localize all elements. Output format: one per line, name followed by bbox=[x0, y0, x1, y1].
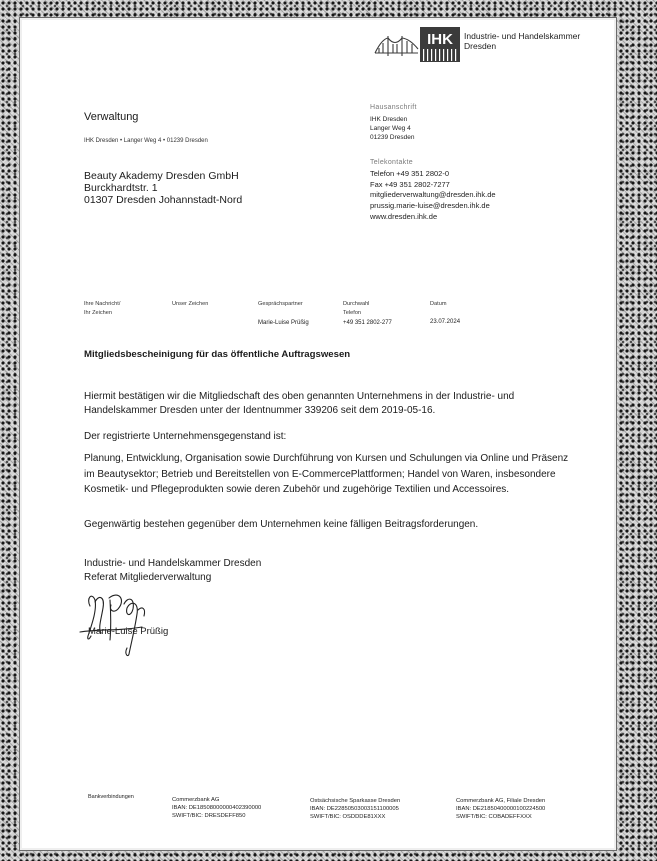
contact-details bbox=[370, 169, 496, 223]
body-line: Gegenwärtig bestehen gegenüber dem Unternehmen keine fälligen Beitragsforderungen. bbox=[84, 519, 479, 530]
department-label: Verwaltung bbox=[84, 111, 139, 123]
email-general: mitgliederverwaltung@dresden.ihk.de bbox=[370, 190, 496, 200]
body-paragraph bbox=[84, 430, 286, 444]
sender-address-line: Langer Weg 4 bbox=[370, 125, 411, 132]
sender-address bbox=[370, 115, 414, 142]
body-paragraph bbox=[84, 390, 514, 418]
bank-account bbox=[172, 796, 261, 820]
bank-bic: SWIFT/BIC: COBADEFFXXX bbox=[456, 814, 532, 820]
bank-name: Commerzbank AG, Filiale Dresden bbox=[456, 798, 546, 804]
extension-number: +49 351 2802-277 bbox=[343, 320, 392, 326]
recipient-street: Burckhardtstr. 1 bbox=[84, 182, 158, 194]
body-line: im Beautysektor; Betrieb und Bereitstellen von E-CommercePlattformen; Handel von Waren, insbesondere bbox=[84, 468, 556, 480]
recipient-city: 01307 Dresden Johannstadt-Nord bbox=[84, 194, 243, 206]
ihk-logo bbox=[373, 25, 463, 65]
letter-date: 23.07.2024 bbox=[430, 319, 461, 325]
email-personal: prussig.marie-luise@dresden.ihk.de bbox=[370, 201, 490, 211]
address-heading: Hausanschrift bbox=[370, 104, 417, 111]
logo-stripes bbox=[423, 49, 456, 61]
closing-block bbox=[84, 557, 261, 585]
contact-person-label: Gesprächspartner bbox=[258, 301, 303, 307]
contact-person: Marie-Luise Prüßig bbox=[258, 320, 309, 326]
body-line: Planung, Entwicklung, Organisation sowie Durchführung von Kursen und Schulungen via Online und Präsenz bbox=[84, 453, 569, 464]
extension-label: Telefon bbox=[343, 310, 362, 316]
sender-address-line: 01239 Dresden bbox=[370, 134, 415, 141]
logo-mark-text: IHK bbox=[427, 31, 453, 48]
phone-number: Telefon +49 351 2802-0 bbox=[370, 169, 450, 178]
bank-iban: IBAN: DE18508000000402390000 bbox=[172, 805, 262, 811]
body-line: Hiermit bestätigen wir die Mitgliedschaft des oben genannten Unternehmens in der Industrie- und bbox=[84, 391, 515, 402]
bank-account bbox=[456, 797, 545, 821]
your-ref-label: Ihre Nachricht/ bbox=[84, 301, 121, 307]
closing-line: Industrie- und Handelskammer Dresden bbox=[84, 558, 262, 569]
closing-line: Referat Mitgliederverwaltung bbox=[84, 572, 212, 583]
business-purpose-paragraph bbox=[84, 451, 568, 498]
ihk-logo-mark bbox=[373, 25, 463, 65]
website: www.dresden.ihk.de bbox=[370, 211, 438, 221]
recipient-name: Beauty Akademy Dresden GmbH bbox=[84, 170, 239, 182]
body-line: Kosmetik- und Pflegeprodukten sowie deren Zubehör und zugehörige Textilien und Accessoires. bbox=[84, 484, 510, 495]
bank-name: Ostsächsische Sparkasse Dresden bbox=[310, 798, 401, 804]
bank-iban: IBAN: DE22850503003151100005 bbox=[310, 806, 399, 812]
bank-name: Commerzbank AG bbox=[172, 797, 220, 803]
organization-name bbox=[464, 31, 580, 51]
extension-label: Durchwahl bbox=[343, 301, 370, 307]
organization-name-line2: Dresden bbox=[464, 41, 497, 51]
signatory-name: Marie-Luise Prüßig bbox=[88, 626, 169, 637]
fax-number: Fax +49 351 2802-7277 bbox=[370, 179, 450, 189]
sender-address-line: IHK Dresden bbox=[370, 116, 408, 123]
letter-subject: Mitgliedsbescheinigung für das öffentliche Auftragswesen bbox=[84, 349, 351, 360]
body-line: Handelskammer Dresden unter der Identnummer 339206 seit dem 2019-05-16. bbox=[84, 405, 436, 416]
body-line: Der registrierte Unternehmensgegenstand ist: bbox=[84, 431, 287, 442]
recipient-address bbox=[84, 170, 242, 206]
bank-account bbox=[310, 797, 400, 821]
your-ref-label: Ihr Zeichen bbox=[84, 310, 112, 316]
return-address: IHK Dresden • Langer Weg 4 • 01239 Dresden bbox=[84, 138, 208, 144]
bank-iban: IBAN: DE21850400000100224500 bbox=[456, 806, 546, 812]
bank-bic: SWIFT/BIC: DRESDEFF850 bbox=[172, 813, 246, 819]
organization-name-line1: Industrie- und Handelskammer bbox=[464, 31, 581, 41]
bank-bic: SWIFT/BIC: OSDDDE81XXX bbox=[310, 814, 386, 820]
contacts-heading: Telekontakte bbox=[370, 159, 413, 166]
date-label: Datum bbox=[430, 301, 447, 307]
bridge-icon bbox=[375, 36, 418, 56]
handwritten-signature bbox=[78, 588, 170, 658]
body-paragraph bbox=[84, 518, 478, 532]
bank-details-label: Bankverbindungen bbox=[88, 794, 134, 800]
our-ref-label: Unser Zeichen bbox=[172, 301, 209, 307]
